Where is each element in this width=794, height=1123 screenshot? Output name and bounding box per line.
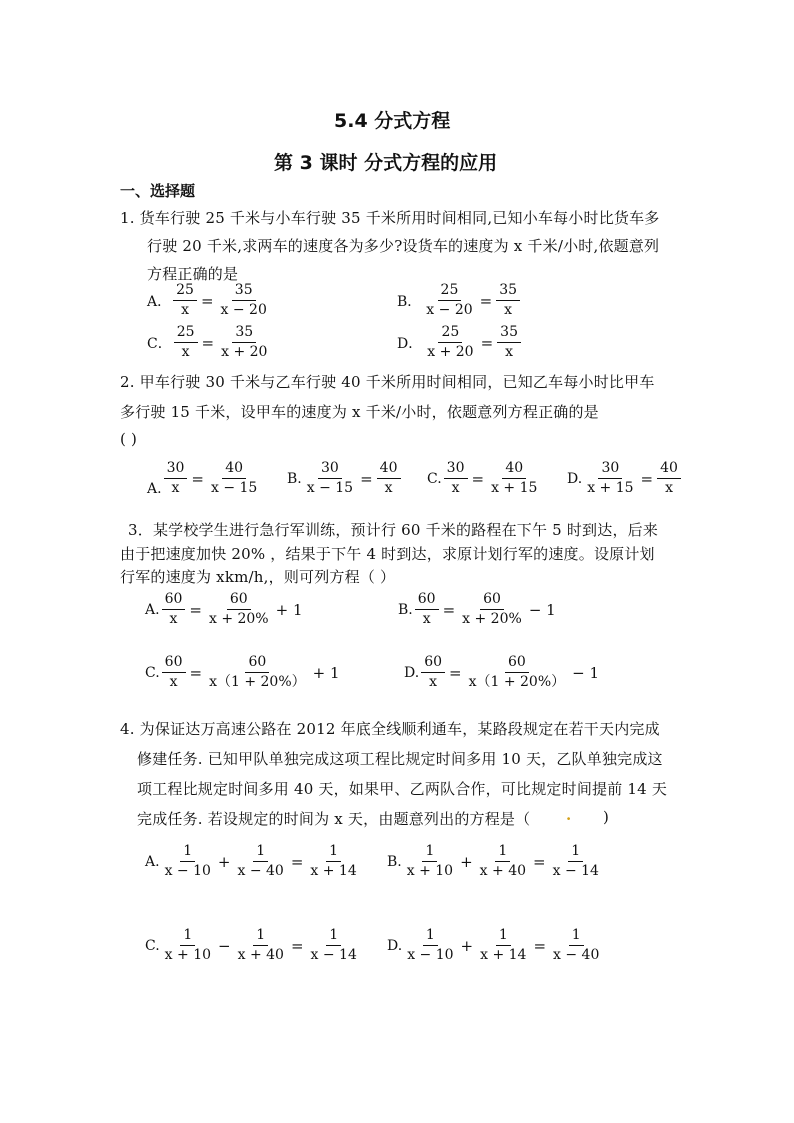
question-4-line-4-close: ) <box>603 808 610 826</box>
answer-dot-mark: . <box>566 806 572 824</box>
question-1-option-b: B． $\frac{25}{x - 20}$ = $\frac{35}{x}$ <box>397 282 522 319</box>
question-2-option-d: D. $\frac{30}{x + 15}$ = $\frac{40}{x}$ <box>567 460 683 497</box>
question-4-option-b: B. $\frac{1}{x + 10}$ + $\frac{1}{x + 40}$ = $\frac{1}{x - 14}$ <box>387 843 599 879</box>
question-2-line-1: 2. 甲车行驶 30 千米与乙车行驶 40 千米所用时间相同，已知乙车每小时比甲车 <box>120 373 655 391</box>
question-3-option-b: B. $\frac{60}{x}$ = $\frac{60}{x + 20\%}$ − 1 <box>398 591 556 627</box>
document-title: 5.4 分式方程 <box>334 110 451 132</box>
question-2-option-a: A. $\frac{30}{x}$ = $\frac{40}{x - 15}$ <box>147 460 258 497</box>
question-4-line-3: 项工程比规定时间多用 40 天，如果甲、乙两队合作，可比规定时间提前 14 天 <box>137 780 668 798</box>
question-4-option-a: A. $\frac{1}{x - 10}$ + $\frac{1}{x - 40}$ = $\frac{1}{x + 14}$ <box>145 843 357 879</box>
question-2-line-3: ( ) <box>120 430 138 448</box>
question-3-line-2: 由于把速度加快 20% ，结果于下午 4 时到达，求原计划行军的速度。设原计划 <box>120 545 655 563</box>
question-4-line-1: 4. 为保证达万高速公路在 2012 年底全线顺利通车，某路段规定在若干天内完成 <box>120 720 660 738</box>
question-4-option-c: C. $\frac{1}{x + 10}$ − $\frac{1}{x + 40}$ = $\frac{1}{x - 14}$ <box>145 927 357 963</box>
question-3-option-c: C. $\frac{60}{x}$ = $\frac{60}{x(1 + 20\%)}$ + 1 <box>145 654 340 690</box>
question-1-option-a: A． $\frac{25}{x}$ = $\frac{35}{x - 20}$ <box>147 282 267 318</box>
question-1-line-3: 方程正确的是 <box>147 265 239 283</box>
section-heading: 一、选择题 <box>120 182 196 200</box>
question-3-line-1: 3．某学校学生进行急行军训练，预计行 60 千米的路程在下午 5 时到达，后来 <box>128 521 659 539</box>
question-3-line-3: 行军的速度为 xkm/h,，则可列方程（ ） <box>120 568 396 586</box>
question-2-option-c: C. $\frac{30}{x}$ = $\frac{40}{x + 15}$ <box>427 460 538 496</box>
question-1-option-c: C． $\frac{25}{x}$ = $\frac{35}{x + 20}$ <box>147 324 268 360</box>
question-1-option-d: D． $\frac{25}{x + 20}$ = $\frac{35}{x}$ <box>397 324 523 361</box>
question-2-line-2: 多行驶 15 千米，设甲车的速度为 x 千米/小时，依题意列方程正确的是 <box>120 403 599 421</box>
question-1-line-2: 行驶 20 千米,求两车的速度各为多少?设货车的速度为 x 千米/小时,依题意列 <box>147 237 660 255</box>
question-2-option-b: B. $\frac{30}{x - 15}$ = $\frac{40}{x}$ <box>287 460 403 497</box>
question-4-option-d: D. $\frac{1}{x - 10}$ + $\frac{1}{x + 14}$ = $\frac{1}{x - 40}$ <box>387 927 600 963</box>
question-3-option-a: A. $\frac{60}{x}$ = $\frac{60}{x + 20\%}$ + 1 <box>145 591 303 627</box>
question-4-line-4: 完成任务. 若设规定的时间为 x 天，由题意列出的方程是（ <box>137 810 531 828</box>
question-4-line-2: 修建任务. 已知甲队单独完成这项工程比规定时间多用 10 天，乙队单独完成这 <box>137 750 663 768</box>
document-subtitle: 第 3 课时 分式方程的应用 <box>274 152 498 174</box>
question-3-option-d: D. $\frac{60}{x}$ = $\frac{60}{x(1 + 20\%)}$ − 1 <box>404 654 600 690</box>
question-1-line-1: 1. 货车行驶 25 千米与小车行驶 35 千米所用时间相同,已知小车每小时比货车多 <box>120 209 660 227</box>
